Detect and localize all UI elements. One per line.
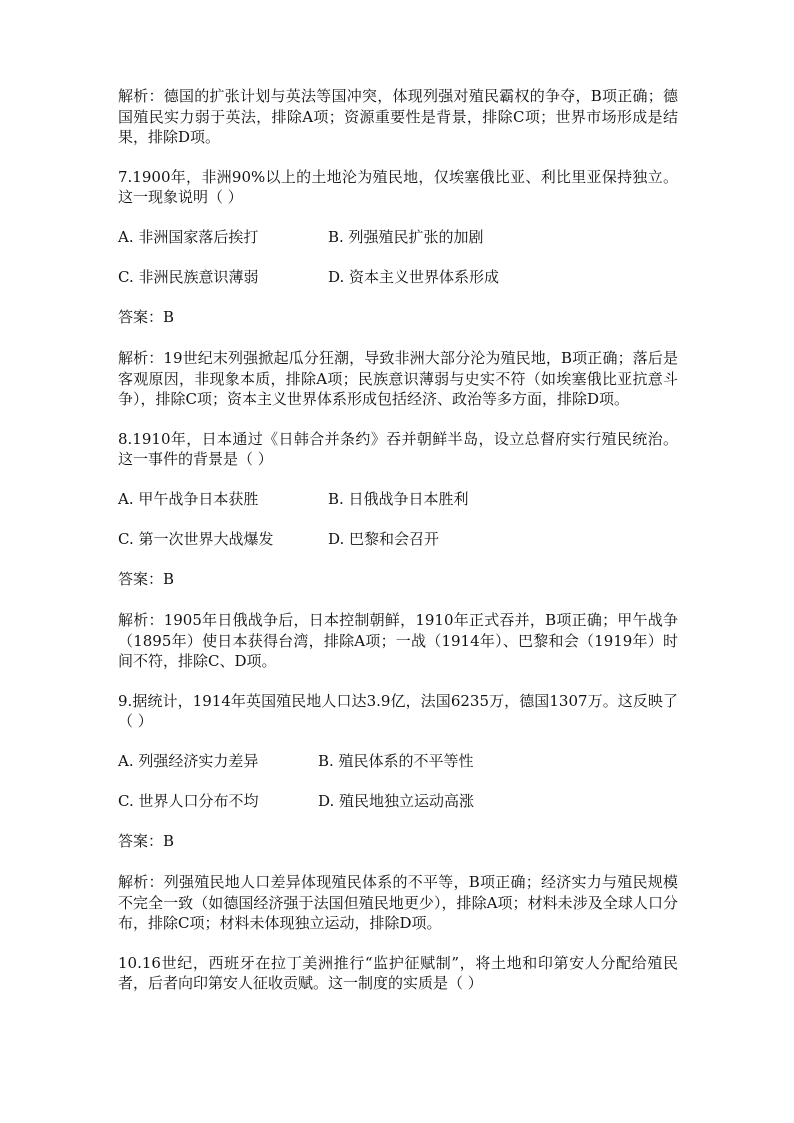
question-8-stem: 8.1910年，日本通过《日韩合并条约》吞并朝鲜半岛，设立总督府实行殖民统治。这一事件的背景是（ ）	[118, 429, 678, 468]
question-7-option-d: D. 资本主义世界体系形成	[328, 267, 500, 286]
question-8-analysis: 解析：1905年日俄战争后，日本控制朝鲜，1910年正式吞并，B项正确；甲午战争（1895年）使日本获得台湾，排除A项；一战（1914年）、巴黎和会（1919年）时间不符，排除C、D项。	[118, 611, 678, 670]
document-page	[118, 86, 678, 1013]
question-8-option-a: A. 甲午战争日本获胜	[118, 489, 259, 508]
question-8-option-c: C. 第一次世界大战爆发	[118, 529, 274, 548]
question-7-answer: 答案：B	[118, 307, 175, 326]
question-7-option-c: C. 非洲民族意识薄弱	[118, 267, 259, 286]
question-7-option-a: A. 非洲国家落后挨打	[118, 227, 259, 246]
question-9-stem: 9.据统计，1914年英国殖民地人口达3.9亿，法国6235万，德国1307万。这反映了（ ）	[118, 691, 678, 730]
question-9-option-a: A. 列强经济实力差异	[118, 751, 259, 770]
analysis-q6: 解析：德国的扩张计划与英法等国冲突，体现列强对殖民霸权的争夺，B项正确；德国殖民实力弱于英法，排除A项；资源重要性是背景，排除C项；世界市场形成是结果，排除D项。	[118, 87, 678, 146]
question-9-option-c: C. 世界人口分布不均	[118, 791, 259, 810]
question-9-option-d: D. 殖民地独立运动高涨	[318, 791, 475, 810]
question-8-answer: 答案：B	[118, 569, 175, 588]
question-9-options-row-1	[118, 751, 678, 771]
question-8-options-row-1	[118, 489, 678, 509]
question-7-stem: 7.1900年，非洲90%以上的土地沦为殖民地，仅埃塞俄比亚、利比里亚保持独立。这一现象说明（ ）	[118, 167, 678, 206]
question-8-options-row-2	[118, 529, 678, 549]
question-10-stem: 10.16世纪，西班牙在拉丁美洲推行“监护征赋制”，将土地和印第安人分配给殖民者，后者向印第安人征收贡赋。这一制度的实质是（ ）	[118, 953, 678, 992]
question-7-analysis: 解析：19世纪末列强掀起瓜分狂潮，导致非洲大部分沦为殖民地，B项正确；落后是客观原因，非现象本质，排除A项；民族意识薄弱与史实不符（如埃塞俄比亚抗意斗争），排除C项；资本主义世界体系形成包括经济、政治等多方面，排除D项。	[118, 349, 678, 408]
question-9-answer: 答案：B	[118, 831, 175, 850]
question-7-option-b: B. 列强殖民扩张的加剧	[328, 227, 484, 246]
question-9-options-row-2	[118, 791, 678, 811]
question-7-options-row-1	[118, 227, 678, 247]
question-9-analysis: 解析：列强殖民地人口差异体现殖民体系的不平等，B项正确；经济实力与殖民规模不完全一致（如德国经济强于法国但殖民地更少），排除A项；材料未涉及全球人口分布，排除C项；材料未体现独立运动，排除D项。	[118, 873, 678, 932]
question-8-option-d: D. 巴黎和会召开	[328, 529, 440, 548]
question-9-option-b: B. 殖民体系的不平等性	[318, 751, 474, 770]
question-7-options-row-2	[118, 267, 678, 287]
question-8-option-b: B. 日俄战争日本胜利	[328, 489, 469, 508]
